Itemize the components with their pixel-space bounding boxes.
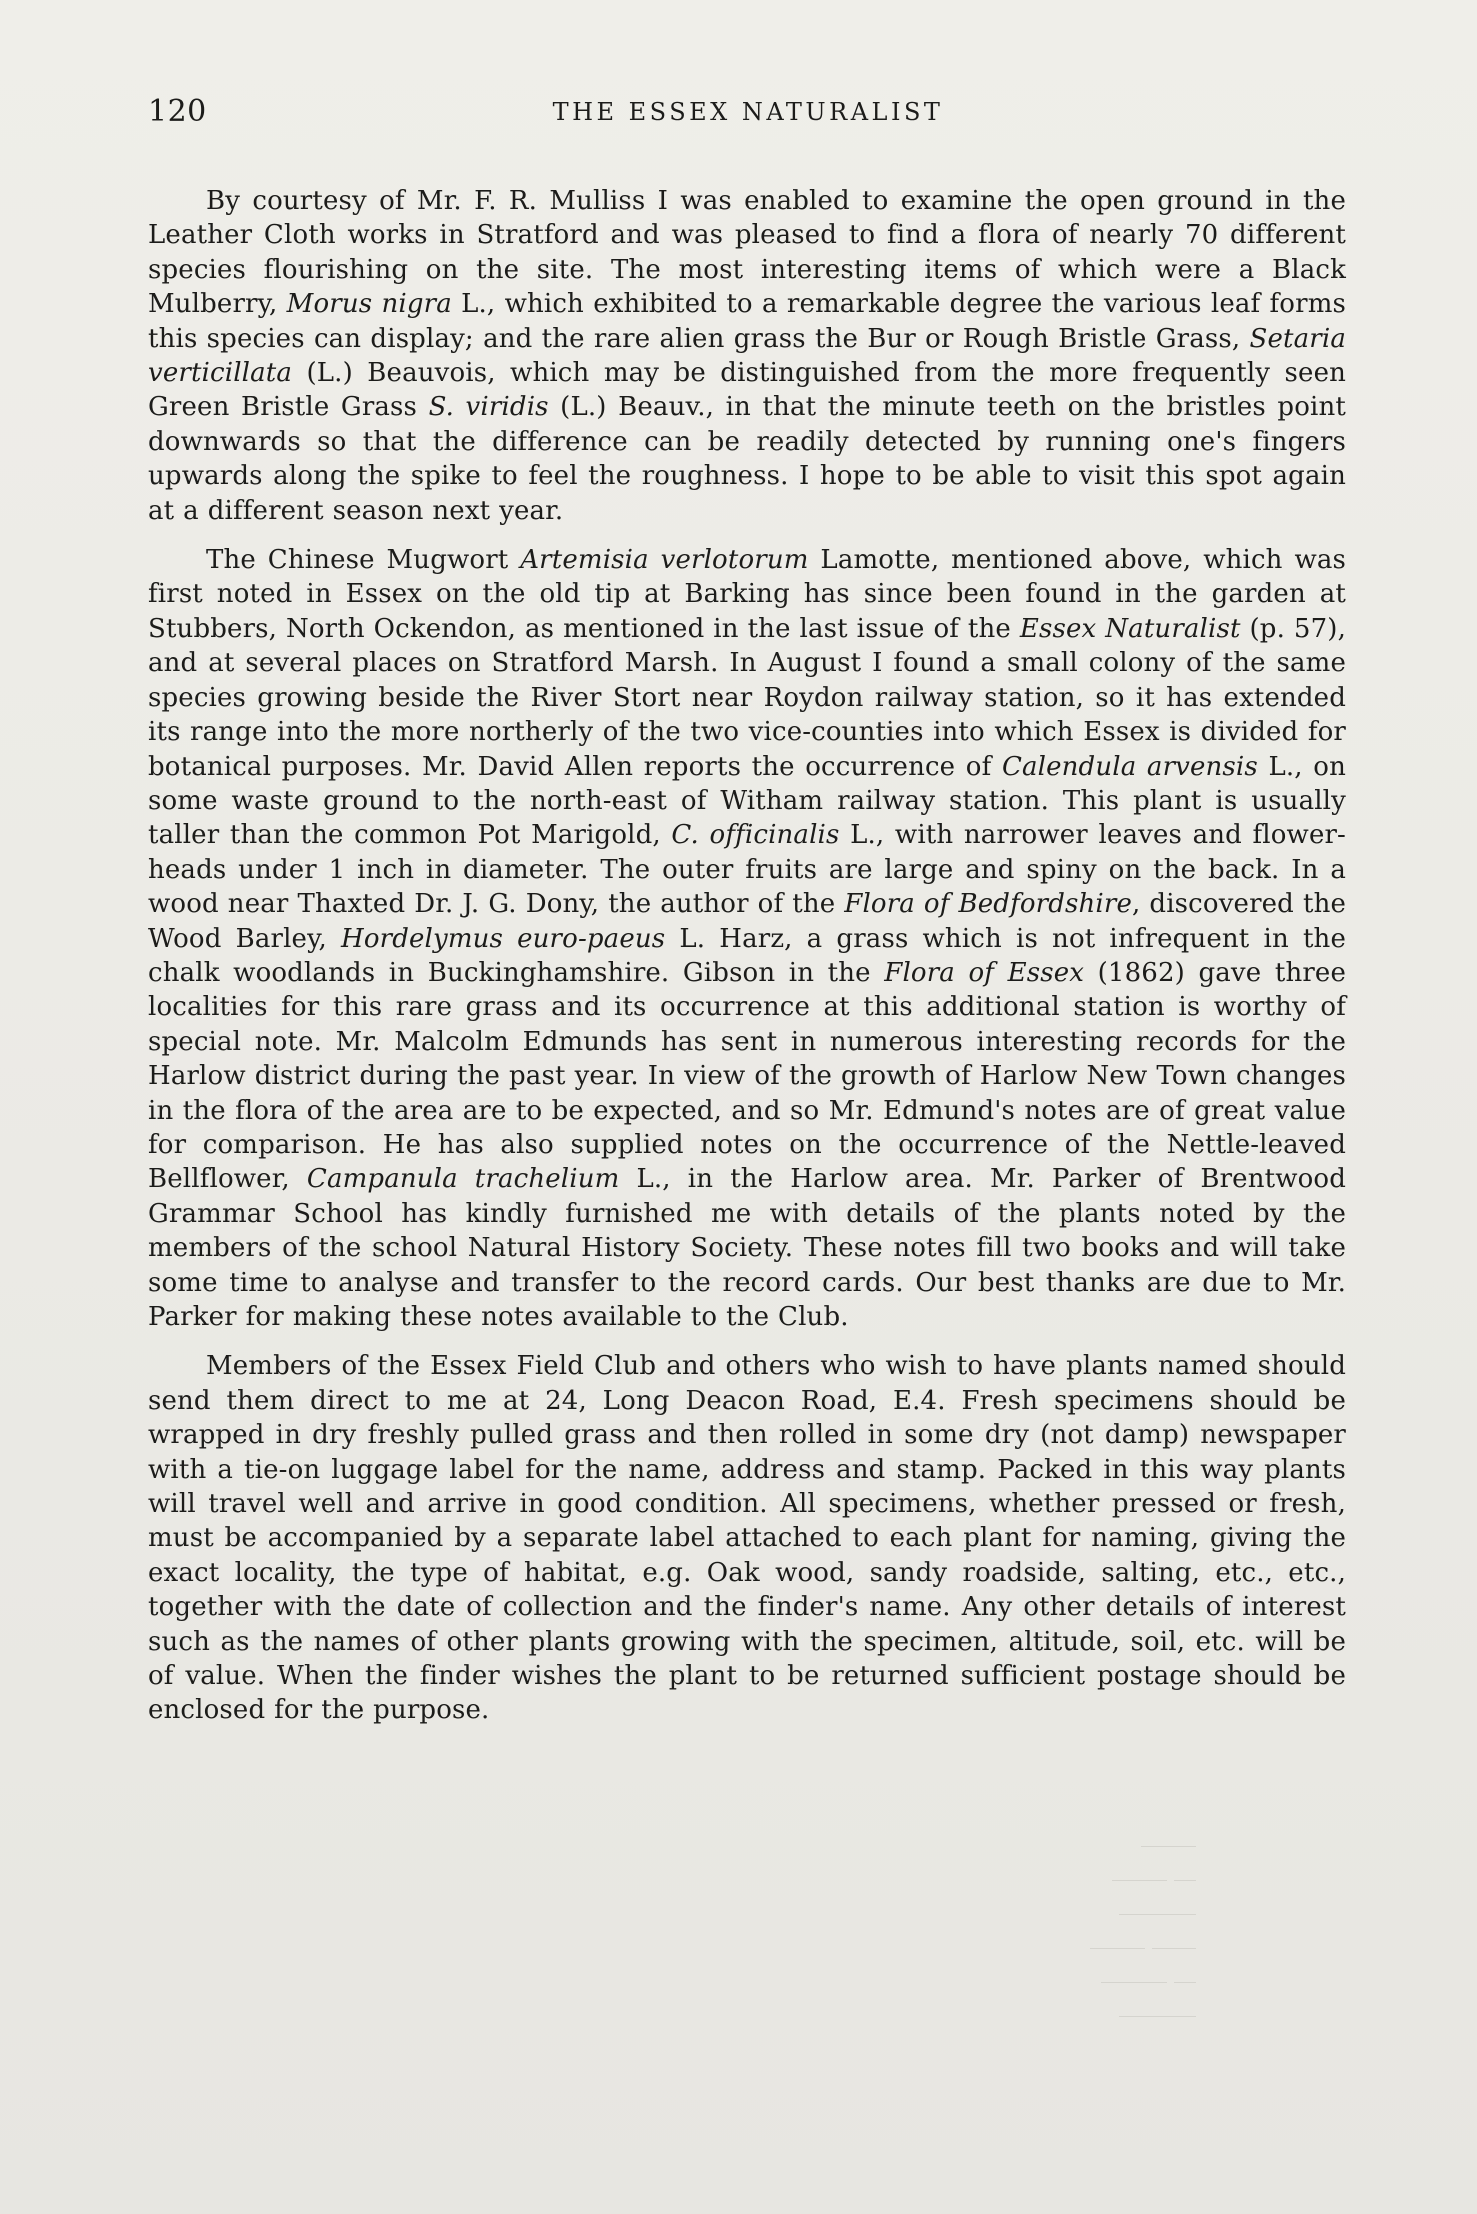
text-run: L., on some waste ground to the north-east of Witham railway station. This plant is usually taller than the common Pot Marigold, xyxy=(148,751,1346,851)
article-body xyxy=(148,184,1346,1743)
species-name: Calendula arvensis xyxy=(1001,751,1258,782)
text-run: L., with narrower leaves and flower-heads under 1 inch in diameter. The outer fruits are large and spiny on the back. In a wood near Thaxted Dr. J. G. Dony, the author of the xyxy=(148,820,1346,920)
species-name: C. officinalis xyxy=(671,820,840,851)
text-run: (L.) Beauvois, which may be distinguished from the more frequently seen Green Bristle Grass xyxy=(148,358,1346,423)
text-run: L., which exhibited to a remarkable degree the various leaf forms this species can display; and the rare alien grass the Bur or Rough Bristle Grass, xyxy=(148,289,1346,354)
text-run: L. Harz, a grass which is not infrequent in the chalk woodlands in Buckinghamshire. Gibson in the xyxy=(148,923,1346,988)
text-run: (1862) gave three localities for this rare grass and its occurrence at this additional station is worthy of special note. Mr. Malcolm Edmunds has sent in numerous interesting records for the Harlow district during the past year. In view of the growth of Harlow New Town changes in the flora of the area are to be expected, and so Mr. Edmund's notes are of great value for comparison. He has also supplied notes on the occurrence of the Nettle-leaved Bellflower, xyxy=(148,957,1346,1195)
species-name: Morus nigra xyxy=(286,289,452,320)
text-run: Lamotte, mentioned above, which was first noted in Essex on the old tip at Barking has since been found in the garden at Stubbers, North Ockendon, as mentioned in the last issue of the xyxy=(148,545,1346,644)
species-name: Hordelymus euro-paeus xyxy=(341,923,666,954)
species-name: Setaria verticillata xyxy=(148,323,1346,389)
species-name: S. viridis xyxy=(428,392,549,423)
publication-title: Flora of Essex xyxy=(884,957,1085,988)
text-run: , discovered the Wood Barley, xyxy=(148,889,1346,954)
running-head xyxy=(148,92,1348,132)
text-run: The Chinese Mugwort xyxy=(206,545,521,576)
text-run: Members of the Essex Field Club and others who wish to have plants named should send them direct to me at 24, Long Deacon Road, E.4. Fresh specimens should be wrapped in dry freshly pulled grass and then rolled in some dry (not damp) newspaper with a tie-on luggage label for the name, address and stamp. Packed in this way plants will travel well and arrive in good condition. All specimens, whether pressed or fresh, must be accompanied by a separate label attached to each plant for naming, giving the exact locality, the type of habitat, e.g. Oak wood, sandy roadside, salting, etc., etc., together with the date of collection and the finder's name. Any other details of interest such as the names of other plants growing with the specimen, altitude, soil, etc. will be of value. When the finder wishes the plant to be returned sufficient postage should be enclosed for the purpose. xyxy=(148,1351,1346,1726)
paragraph-mulberry-setaria xyxy=(148,184,1346,528)
text-run: (p. 57), and at several places on Stratford Marsh. In August I found a small colony of the same species growing beside the River Stort near Roydon railway station, so it has extended its range into the more northerly of the two vice-counties into which Essex is divided for botanical purposes. Mr. David Allen reports the occurrence of xyxy=(148,613,1347,782)
page-number: 120 xyxy=(148,94,207,129)
paragraph-specimen-instructions xyxy=(148,1349,1346,1727)
paragraph-mugwort-records xyxy=(148,543,1346,1334)
text-run: By courtesy of Mr. F. R. Mulliss I was enabled to examine the open ground in the Leather Cloth works in Stratford and was pleased to find a flora of nearly 70 different species flourishing on the site. The most interesting items of which were a Black Mulberry, xyxy=(148,186,1346,320)
publication-title: Flora of Bedfordshire xyxy=(844,889,1133,920)
publication-title: Essex Naturalist xyxy=(1019,613,1241,644)
text-run: L., in the Harlow area. Mr. Parker of Brentwood Grammar School has kindly furnished me with details of the plants noted by the members of the school Natural History Society. These notes fill two books and will take some time to analyse and transfer to the record cards. Our best thanks are due to Mr. Parker for making these notes available to the Club. xyxy=(148,1164,1346,1332)
journal-title: THE ESSEX NATURALIST xyxy=(552,98,944,126)
text-run: (L.) Beauv., in that the minute teeth on the bristles point downwards so that the difference can be readily detected by running one's fingers upwards along the spike to feel the roughness. I hope to be able to visit this spot again at a different season next year. xyxy=(148,392,1346,526)
species-name: Artemisia verlotorum xyxy=(520,545,809,576)
show-through-texture: ‾‾‾‾‾ ‾‾‾‾‾ ‾‾ ‾‾‾‾‾‾‾ ‾‾‾‾‾ ‾‾‾‾ ‾‾‾‾‾‾ ‾‾ ‾‾‾‾‾‾‾ xyxy=(1090,1844,1196,2039)
species-name: Campanula trachelium xyxy=(306,1164,620,1195)
